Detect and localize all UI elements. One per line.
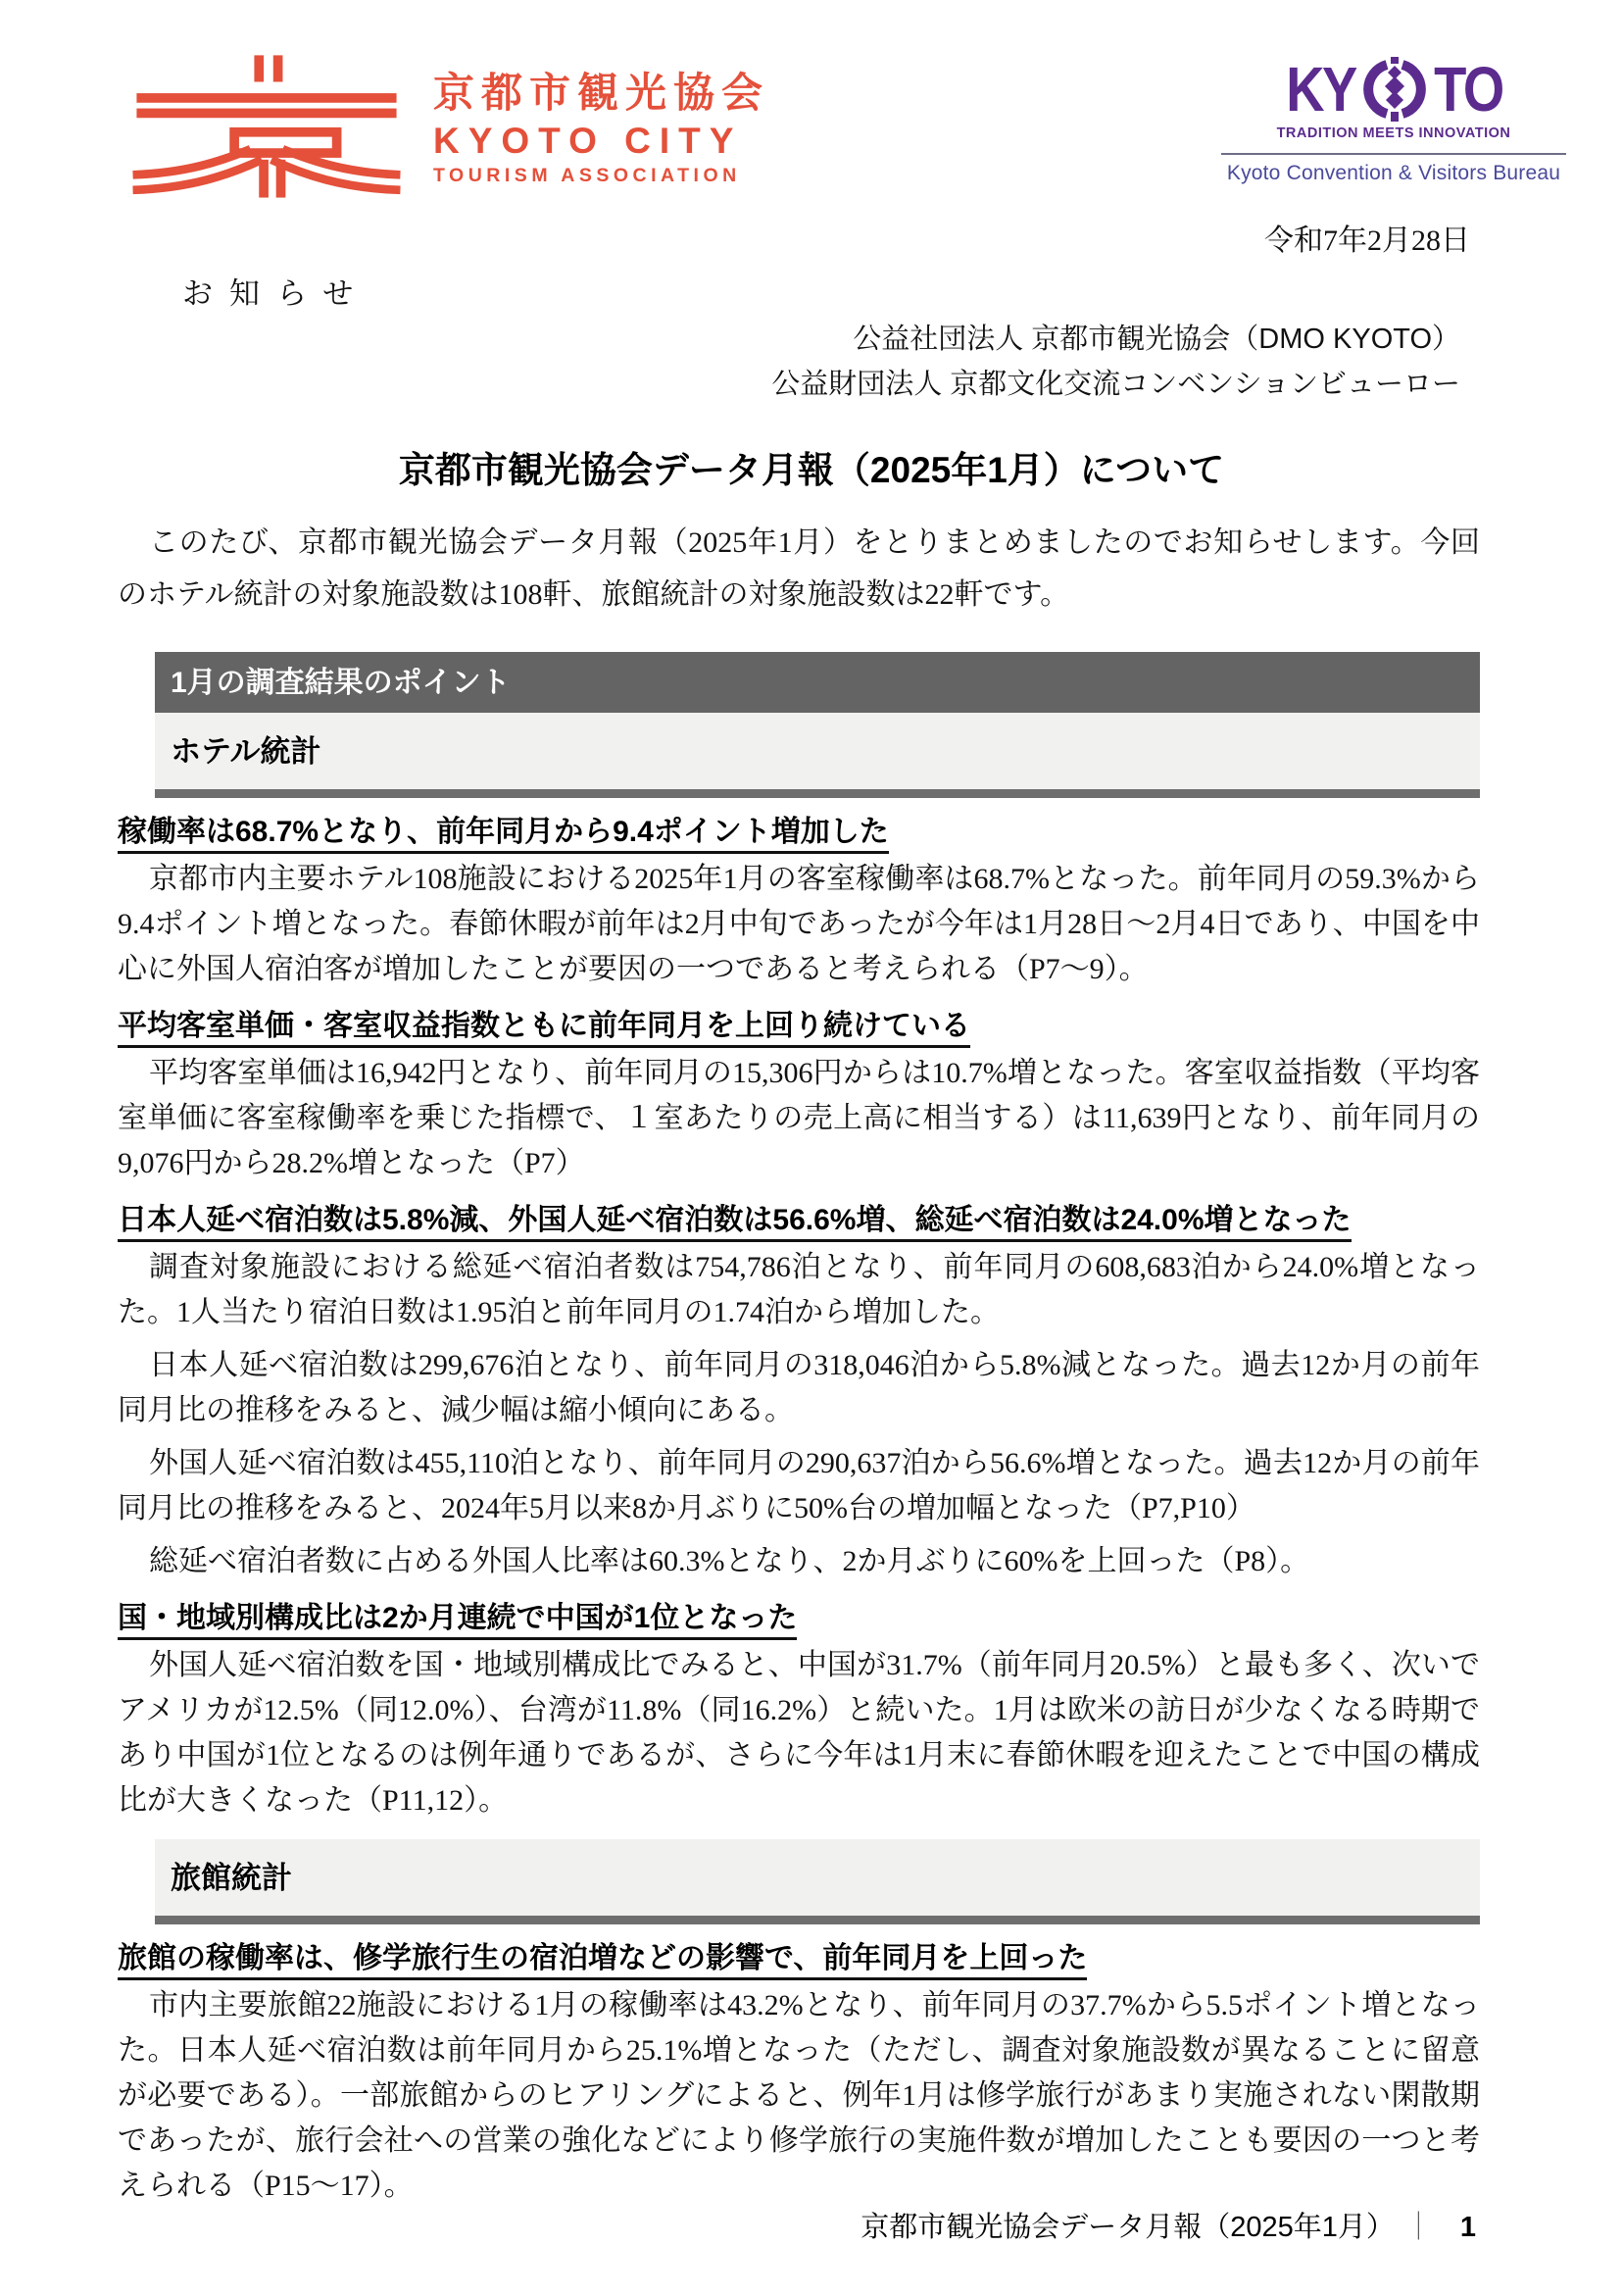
ryokan-section	[155, 1839, 1480, 1924]
kyoto-convention-visitors-bureau-logo	[1221, 54, 1566, 185]
hotel-point-heading-3: 日本人延べ宿泊数は5.8%減、外国人延べ宿泊数は56.6%増、総延べ宿泊数は24.0%増となった	[118, 1199, 1480, 1242]
hotel-point-heading-2: 平均客室単価・客室収益指数ともに前年同月を上回り続けている	[118, 1005, 1480, 1048]
issue-date: 令和7年2月28日	[1264, 225, 1470, 257]
notice-label: お知らせ	[182, 276, 370, 311]
hotel-point-heading-4: 国・地域別構成比は2か月連続で中国が1位となった	[118, 1597, 1480, 1640]
org-line-1: 公益社団法人 京都市観光協会（DMO KYOTO）	[853, 324, 1460, 355]
report-points	[155, 652, 1480, 798]
ryokan-point-paragraph: 市内主要旅館22施設における1月の稼働率は43.2%となり、前年同月の37.7%から5.5ポイント増となった。日本人延べ宿泊数は前年同月から25.1%増となった（ただし、調査対象施設数が異なることに留意が必要である）。一部旅館からのヒアリングによると、例年1月は修学旅行があまり実施されない閑散期であったが、旅行会社への営業の強化などにより修学旅行の実施件数が増加したことも要因の一つと考えられる（P15～17）。	[118, 1989, 1480, 2202]
footer-doc-title: 京都市観光協会データ月報（2025年1月）	[861, 2212, 1395, 2243]
hotel-point-heading-1: 稼働率は68.7%となり、前年同月から9.4ポイント増加した	[118, 811, 1480, 854]
kcvb-divider	[1221, 153, 1566, 155]
hotel-point-paragraph: 調査対象施設における総延べ宿泊者数は754,786泊となり、前年同月の608,683泊から24.0%増となった。1人当たり宿泊日数は1.95泊と前年同月の1.74泊から増加した。	[118, 1251, 1480, 1328]
tca-logo-text	[433, 70, 770, 186]
pagoda-o-icon	[1363, 57, 1426, 122]
hotel-stats-band: ホテル統計	[155, 713, 1480, 798]
kyoto-city-tourism-association-logo	[120, 51, 769, 198]
hotel-point-paragraph: 京都市内主要ホテル108施設における2025年1月の客室稼働率は68.7%となった。前年同月の59.3%から9.4ポイント増となった。春節休暇が前年は2月中旬であったが今年は1月28日～2月4日であり、中国を中心に外国人宿泊客が増加したことが要因の一つであると考えられる（P7～9）。	[118, 863, 1480, 985]
page-footer	[861, 2205, 1476, 2245]
hotel-point-paragraph: 総延べ宿泊者数に占める外国人比率は60.3%となり、2か月ぶりに60%を上回った（P8）。	[149, 1545, 1310, 1577]
document-body	[0, 517, 1623, 2209]
tca-en-subname: TOURISM ASSOCIATION	[433, 165, 741, 186]
kcvb-wordmark	[1221, 54, 1566, 125]
kcvb-org-name: Kyoto Convention & Visitors Bureau	[1226, 162, 1561, 184]
kcvb-wordmark-right: TO	[1433, 54, 1502, 125]
page-title: 京都市観光協会データ月報（2025年1月）について	[398, 450, 1225, 490]
org-line-2: 公益財団法人 京都文化交流コンベンションビューロー	[771, 369, 1460, 400]
kcvb-tagline: TRADITION MEETS INNOVATION	[1276, 125, 1511, 141]
kyo-character-logo-icon	[120, 53, 414, 198]
ryokan-stats-band: 旅館統計	[155, 1839, 1480, 1924]
ryokan-point-heading: 旅館の稼働率は、修学旅行生の宿泊増などの影響で、前年同月を上回った	[118, 1937, 1480, 1980]
hotel-point-paragraph: 外国人延べ宿泊数を国・地域別構成比でみると、中国が31.7%（前年同月20.5%）と最も多く、次いでアメリカが12.5%（同12.0%）、台湾が11.8%（同16.2%）と続いた。1月は欧米の訪日が少なくなる時期であり中国が1位となるのは例年通りであるが、さらに今年は1月末に春節休暇を迎えたことで中国の構成比が大きくなった（P11,12）。	[118, 1649, 1480, 1817]
tca-jp-name: 京都市観光協会	[433, 70, 770, 116]
footer-page-number: 1	[1459, 2212, 1476, 2243]
hotel-point-paragraph: 外国人延べ宿泊数は455,110泊となり、前年同月の290,637泊から56.6%増となった。過去12か月の前年同月比の推移をみると、2024年5月以来8か月ぶりに50%台の増加幅となった（P7,P10）	[118, 1447, 1480, 1524]
header	[0, 0, 1623, 198]
tca-en-name: KYOTO CITY	[433, 121, 743, 161]
intro-paragraph: このたび、京都市観光協会データ月報（2025年1月）をとりまとめましたのでお知らせします。今回のホテル統計の対象施設数は108軒、旅館統計の対象施設数は22軒です。	[118, 526, 1480, 611]
issuing-organizations	[0, 317, 1623, 407]
hotel-point-paragraph: 平均客室単価は16,942円となり、前年同月の15,306円からは10.7%増となった。客室収益指数（平均客室単価に客室稼働率を乗じた指標で、１室あたりの売上高に相当する）は11,639円となり、前年同月の9,076円から28.2%増となった（P7）	[118, 1057, 1480, 1179]
hotel-point-paragraph: 日本人延べ宿泊数は299,676泊となり、前年同月の318,046泊から5.8%減となった。過去12か月の前年同月比の推移をみると、減少幅は縮小傾向にある。	[118, 1349, 1480, 1426]
footer-separator: ｜	[1403, 2212, 1433, 2243]
kcvb-wordmark-left: KY	[1285, 54, 1355, 125]
points-section-header: 1月の調査結果のポイント	[155, 652, 1480, 713]
